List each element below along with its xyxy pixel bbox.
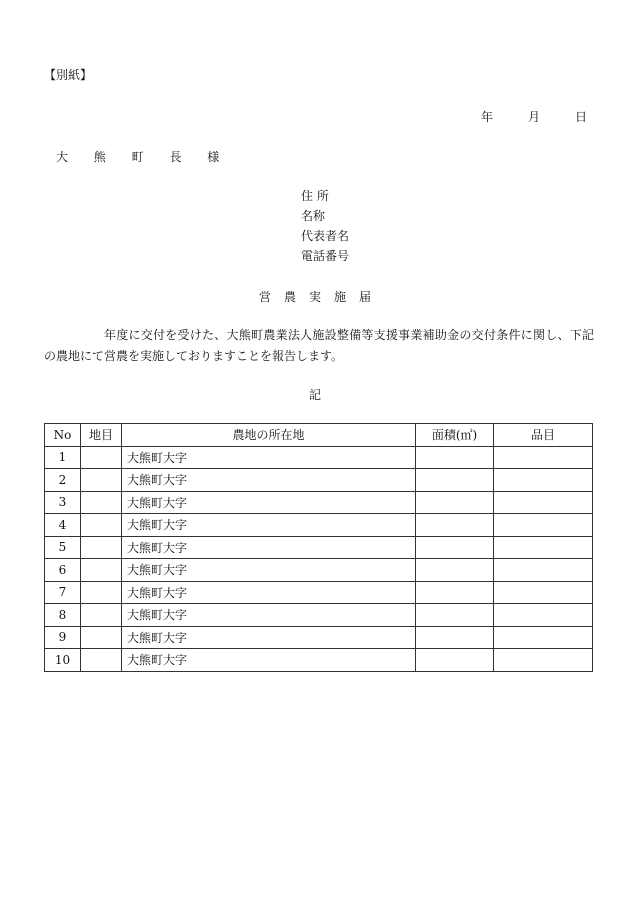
applicant-phone-label: 電話番号 [301, 249, 350, 263]
row-crop[interactable] [494, 514, 593, 537]
header-land-category: 地目 [81, 424, 122, 447]
row-area[interactable] [416, 446, 494, 469]
header-no: No [45, 424, 81, 447]
row-location[interactable]: 大熊町大字 [122, 446, 416, 469]
date-month-label: 月 [528, 110, 541, 124]
date-year-label: 年 [481, 110, 494, 124]
table-row [45, 581, 593, 604]
row-land-category[interactable] [81, 559, 122, 582]
row-land-category[interactable] [81, 604, 122, 627]
row-no: 5 [45, 536, 81, 559]
row-location[interactable]: 大熊町大字 [122, 536, 416, 559]
applicant-representative-label: 代表者名 [301, 229, 350, 243]
row-crop[interactable] [494, 581, 593, 604]
ki-heading: 記 [308, 388, 321, 402]
table-header-row [45, 424, 593, 447]
row-area[interactable] [416, 626, 494, 649]
table-row [45, 559, 593, 582]
table-row [45, 649, 593, 672]
header-location: 農地の所在地 [122, 424, 416, 447]
row-area[interactable] [416, 559, 494, 582]
row-location[interactable]: 大熊町大字 [122, 581, 416, 604]
row-land-category[interactable] [81, 469, 122, 492]
row-land-category[interactable] [81, 581, 122, 604]
table-row [45, 446, 593, 469]
row-location[interactable]: 大熊町大字 [122, 649, 416, 672]
row-location[interactable]: 大熊町大字 [122, 514, 416, 537]
row-area[interactable] [416, 581, 494, 604]
table-body [45, 446, 593, 671]
row-land-category[interactable] [81, 536, 122, 559]
row-location[interactable]: 大熊町大字 [122, 604, 416, 627]
row-no: 3 [45, 491, 81, 514]
header-area: 面積(㎡) [416, 424, 494, 447]
row-no: 8 [45, 604, 81, 627]
applicant-block [301, 186, 349, 266]
row-crop[interactable] [494, 536, 593, 559]
table-row [45, 491, 593, 514]
row-location[interactable]: 大熊町大字 [122, 491, 416, 514]
row-land-category[interactable] [81, 514, 122, 537]
row-crop[interactable] [494, 446, 593, 469]
row-crop[interactable] [494, 649, 593, 672]
addressee: 大 熊 町 長 様 [56, 150, 231, 164]
row-area[interactable] [416, 536, 494, 559]
row-land-category[interactable] [81, 649, 122, 672]
row-location[interactable]: 大熊町大字 [122, 469, 416, 492]
row-location[interactable]: 大熊町大字 [122, 559, 416, 582]
row-land-category[interactable] [81, 446, 122, 469]
row-area[interactable] [416, 469, 494, 492]
table-row [45, 626, 593, 649]
row-no: 6 [45, 559, 81, 582]
row-location[interactable]: 大熊町大字 [122, 626, 416, 649]
row-area[interactable] [416, 604, 494, 627]
row-no: 2 [45, 469, 81, 492]
body-text: 年度に交付を受けた、大熊町農業法人施設整備等支援事業補助金の交付条件に関し、下記の農地にて営農を実施しておりますことを報告します。 [44, 328, 594, 363]
row-crop[interactable] [494, 469, 593, 492]
row-no: 1 [45, 446, 81, 469]
applicant-address-label: 住 所 [301, 189, 329, 203]
table-row [45, 469, 593, 492]
row-area[interactable] [416, 491, 494, 514]
row-no: 10 [45, 649, 81, 672]
attachment-label: 【別紙】 [44, 68, 93, 82]
table-row [45, 514, 593, 537]
header-crop: 品目 [494, 424, 593, 447]
row-no: 4 [45, 514, 81, 537]
row-crop[interactable] [494, 559, 593, 582]
row-land-category[interactable] [81, 491, 122, 514]
document-title: 営農実施届 [258, 290, 384, 304]
date-day-label: 日 [575, 110, 588, 124]
row-crop[interactable] [494, 491, 593, 514]
row-area[interactable] [416, 649, 494, 672]
table-row [45, 536, 593, 559]
date-line [0, 108, 630, 124]
row-no: 7 [45, 581, 81, 604]
row-crop[interactable] [494, 626, 593, 649]
farmland-table [44, 423, 593, 672]
table-row [45, 604, 593, 627]
row-crop[interactable] [494, 604, 593, 627]
row-land-category[interactable] [81, 626, 122, 649]
row-no: 9 [45, 626, 81, 649]
applicant-name-label: 名称 [301, 209, 326, 223]
row-area[interactable] [416, 514, 494, 537]
